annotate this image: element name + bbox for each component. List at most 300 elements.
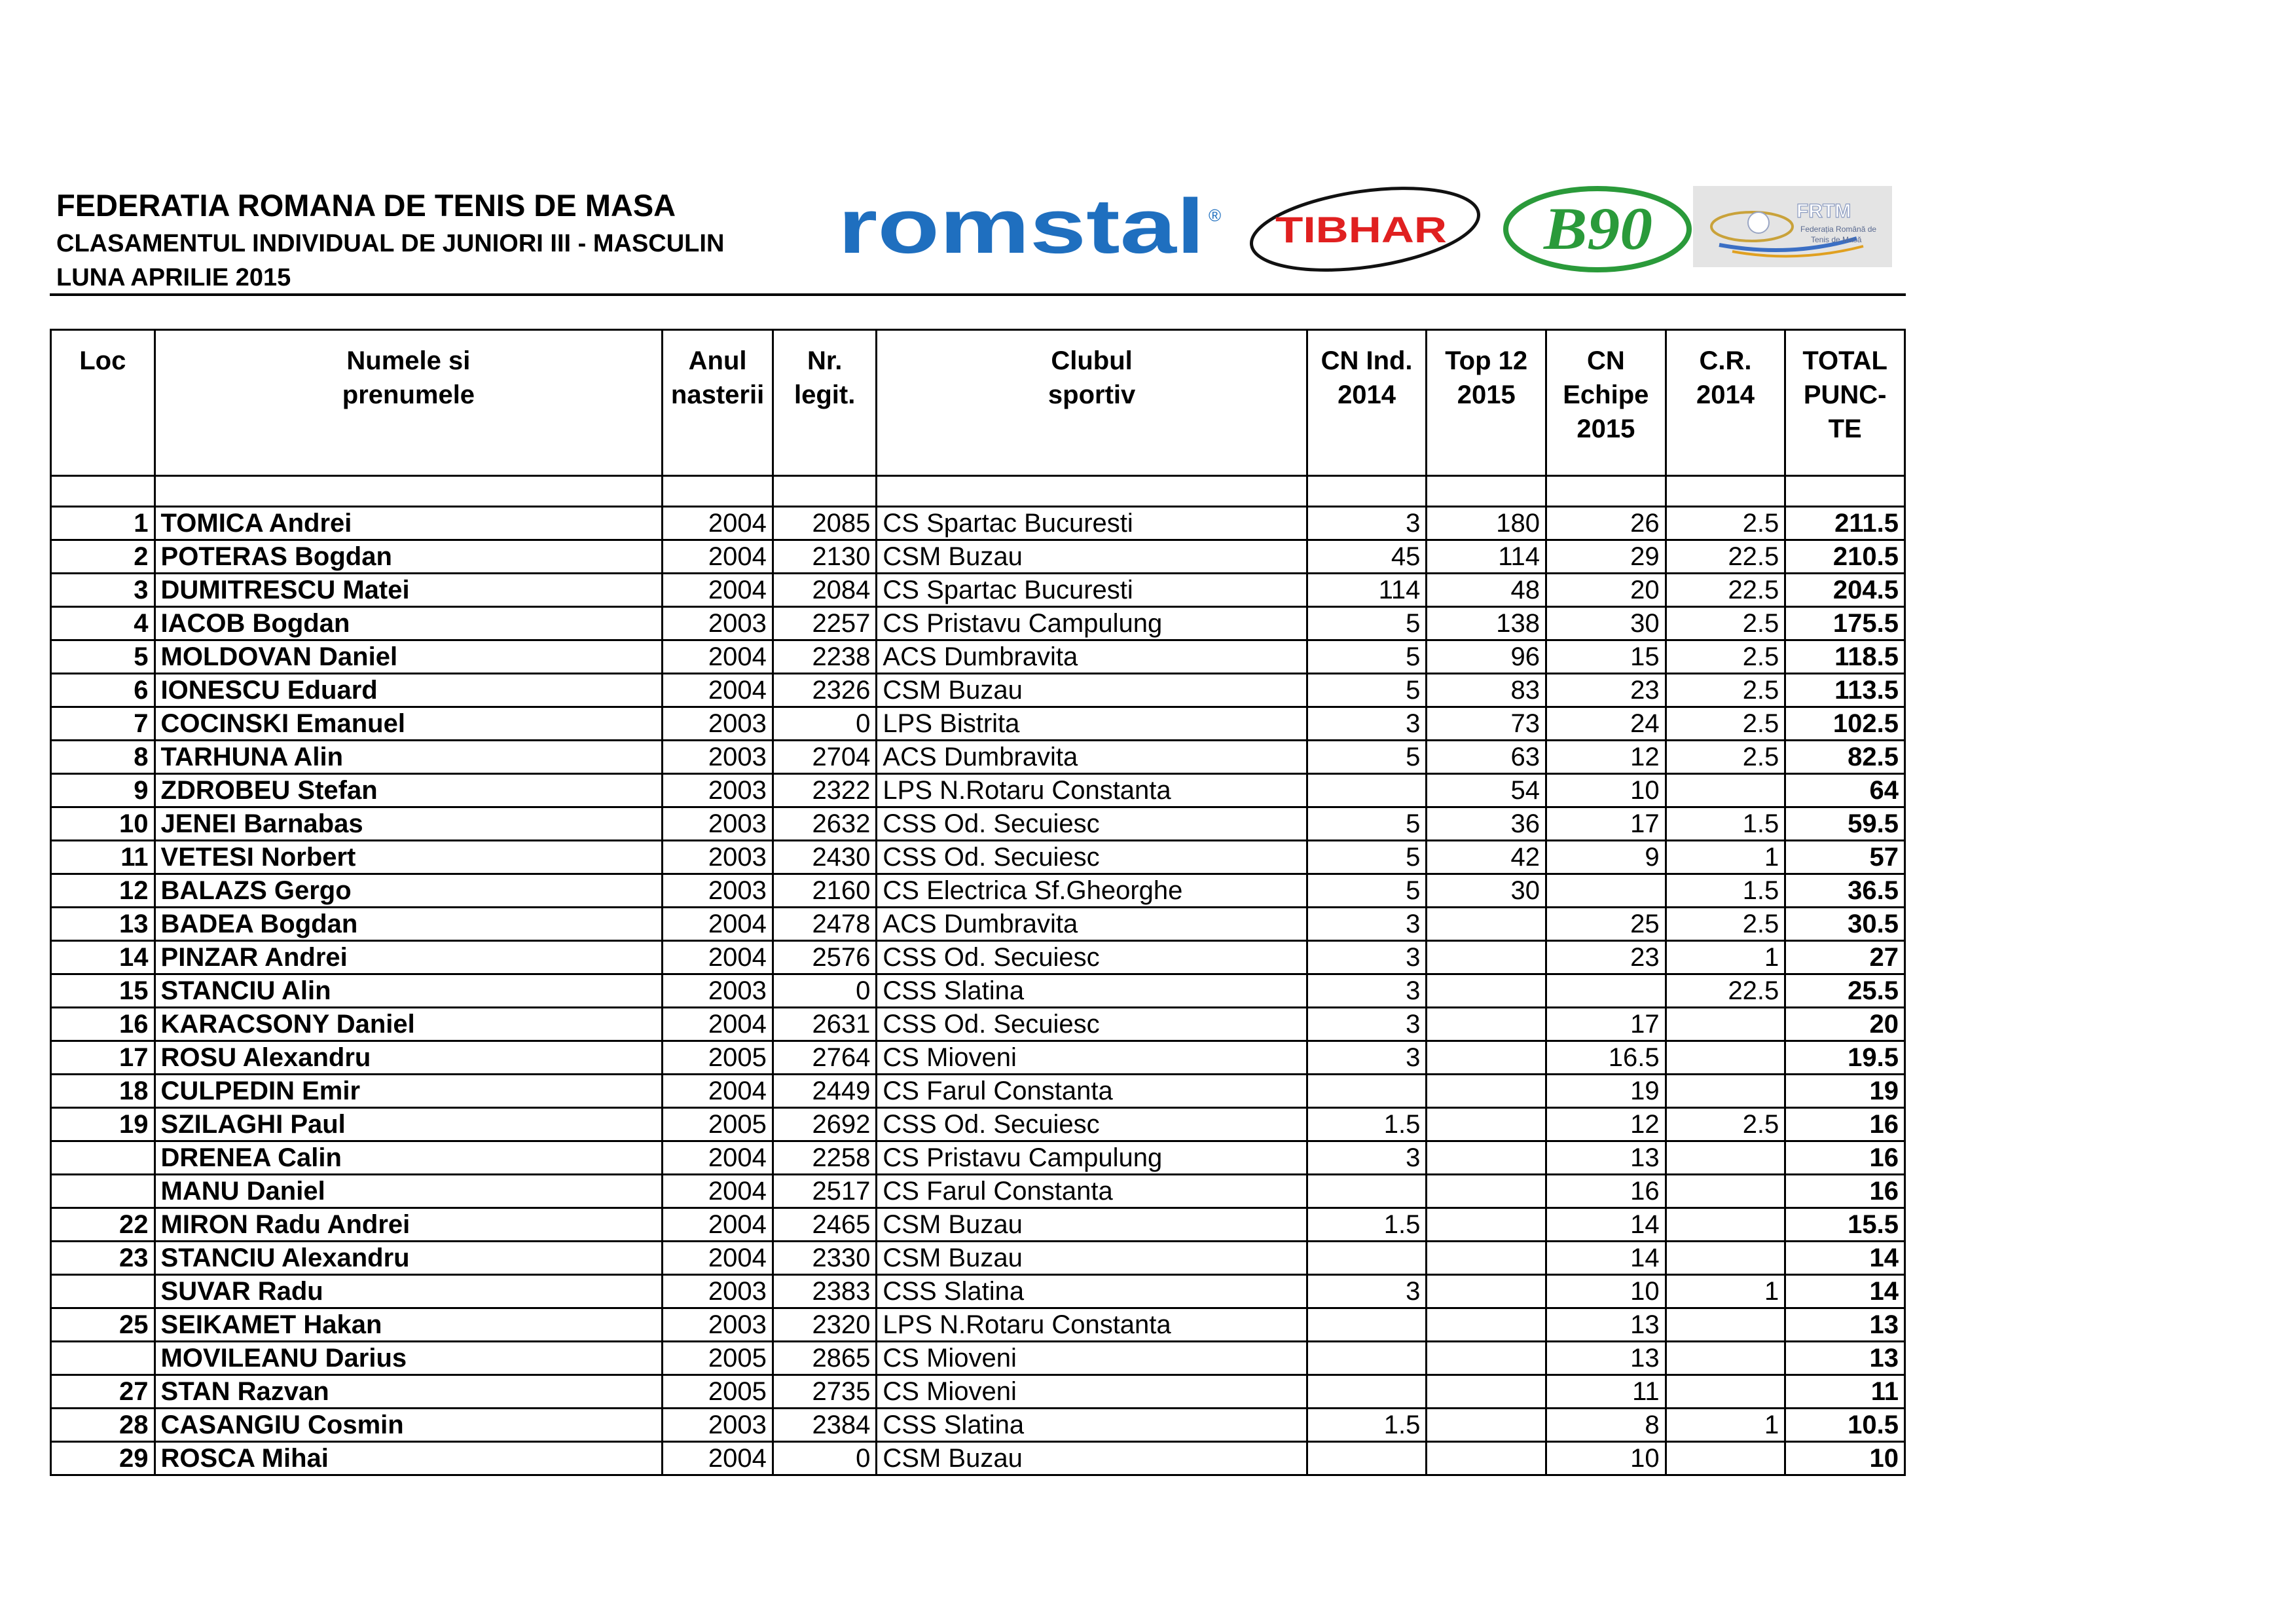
cell-loc: 8 — [51, 741, 155, 774]
cell-loc: 23 — [51, 1242, 155, 1275]
cell-license-number: 2735 — [773, 1375, 877, 1409]
cell-total-points: 20 — [1785, 1008, 1905, 1041]
cell-top12-2015 — [1427, 1141, 1546, 1175]
cell-loc: 28 — [51, 1409, 155, 1442]
cell-loc: 9 — [51, 774, 155, 807]
cell-birth-year: 2005 — [663, 1342, 773, 1375]
column-header-top12-2015 — [1427, 330, 1546, 476]
cell-loc: 4 — [51, 607, 155, 640]
cell-birth-year: 2004 — [663, 1175, 773, 1208]
cell-birth-year: 2004 — [663, 540, 773, 574]
cell-cn-ind-2014: 1.5 — [1307, 1409, 1427, 1442]
cell-top12-2015 — [1427, 1375, 1546, 1409]
cell-club: ACS Dumbravita — [877, 640, 1307, 674]
cell-license-number: 2631 — [773, 1008, 877, 1041]
cell-cn-echipe-2015: 10 — [1546, 1275, 1666, 1308]
cell-cn-echipe-2015 — [1546, 974, 1666, 1008]
cell-cn-echipe-2015: 12 — [1546, 741, 1666, 774]
cell-cr-2014: 22.5 — [1666, 574, 1785, 607]
column-header-line: Nr. — [807, 346, 843, 375]
federation-title: FEDERATIA ROMANA DE TENIS DE MASA — [56, 188, 676, 223]
cell-birth-year: 2004 — [663, 1442, 773, 1475]
cell-cn-ind-2014: 5 — [1307, 640, 1427, 674]
cell-license-number: 2130 — [773, 540, 877, 574]
table-row — [51, 741, 1905, 774]
cell-name: IACOB Bogdan — [155, 607, 663, 640]
cell-birth-year: 2004 — [663, 1141, 773, 1175]
cell-club: CS Pristavu Campulung — [877, 1141, 1307, 1175]
cell-loc — [51, 1275, 155, 1308]
cell-birth-year: 2003 — [663, 1275, 773, 1308]
cell-license-number: 2692 — [773, 1108, 877, 1141]
column-header-line: nasterii — [670, 380, 765, 409]
column-header-birth-year — [663, 330, 773, 476]
cell-license-number: 2632 — [773, 807, 877, 841]
cell-cr-2014 — [1666, 1208, 1785, 1242]
cell-loc: 16 — [51, 1008, 155, 1041]
cell-top12-2015: 180 — [1427, 507, 1546, 540]
column-header-line: PUNC- — [1803, 380, 1887, 409]
cell-total-points: 36.5 — [1785, 874, 1905, 908]
cell-cr-2014: 1.5 — [1666, 874, 1785, 908]
table-spacer-row — [51, 476, 1905, 507]
cell-cr-2014 — [1666, 1175, 1785, 1208]
cell-top12-2015 — [1427, 1242, 1546, 1275]
cell-birth-year: 2005 — [663, 1108, 773, 1141]
cell-cn-ind-2014: 3 — [1307, 1041, 1427, 1075]
cell-club: LPS N.Rotaru Constanta — [877, 1308, 1307, 1342]
cell-cn-ind-2014: 5 — [1307, 674, 1427, 707]
cell-loc: 2 — [51, 540, 155, 574]
cell-cr-2014: 2.5 — [1666, 707, 1785, 741]
cell-name: ROSU Alexandru — [155, 1041, 663, 1075]
cell-name: CASANGIU Cosmin — [155, 1409, 663, 1442]
cell-club: CSM Buzau — [877, 1208, 1307, 1242]
cell-total-points: 19.5 — [1785, 1041, 1905, 1075]
cell-club: ACS Dumbravita — [877, 908, 1307, 941]
cell-top12-2015 — [1427, 1075, 1546, 1108]
cell-club: CS Farul Constanta — [877, 1075, 1307, 1108]
table-row — [51, 1442, 1905, 1475]
cell-loc: 25 — [51, 1308, 155, 1342]
cell-total-points: 30.5 — [1785, 908, 1905, 941]
ranking-table — [50, 329, 1906, 1476]
cell-birth-year: 2004 — [663, 1242, 773, 1275]
table-row — [51, 1041, 1905, 1075]
cell-loc: 14 — [51, 941, 155, 974]
cell-total-points: 13 — [1785, 1308, 1905, 1342]
cell-name: DUMITRESCU Matei — [155, 574, 663, 607]
cell-club: CSS Od. Secuiesc — [877, 941, 1307, 974]
table-header-row — [51, 330, 1905, 476]
cell-club: CSS Slatina — [877, 1275, 1307, 1308]
cell-license-number: 2383 — [773, 1275, 877, 1308]
cell-cr-2014: 1.5 — [1666, 807, 1785, 841]
cell-license-number: 2764 — [773, 1041, 877, 1075]
cell-license-number: 2478 — [773, 908, 877, 941]
table-row — [51, 1275, 1905, 1308]
cell-top12-2015: 114 — [1427, 540, 1546, 574]
cell-cn-ind-2014 — [1307, 1075, 1427, 1108]
cell-top12-2015: 54 — [1427, 774, 1546, 807]
cell-name: MIRON Radu Andrei — [155, 1208, 663, 1242]
table-row — [51, 874, 1905, 908]
cell-cr-2014 — [1666, 774, 1785, 807]
cell-cn-echipe-2015 — [1546, 874, 1666, 908]
cell-birth-year: 2003 — [663, 607, 773, 640]
cell-total-points: 19 — [1785, 1075, 1905, 1108]
frtm-logo — [1693, 186, 1892, 267]
cell-club: CS Electrica Sf.Gheorghe — [877, 874, 1307, 908]
cell-cn-ind-2014 — [1307, 1308, 1427, 1342]
cell-club: CSS Slatina — [877, 1409, 1307, 1442]
cell-loc: 13 — [51, 908, 155, 941]
tibhar-wordmark: TIBHAR — [1275, 209, 1447, 250]
table-row — [51, 1175, 1905, 1208]
cell-cn-echipe-2015: 13 — [1546, 1308, 1666, 1342]
cell-name: POTERAS Bogdan — [155, 540, 663, 574]
cell-top12-2015: 36 — [1427, 807, 1546, 841]
cell-cn-echipe-2015: 23 — [1546, 941, 1666, 974]
cell-license-number: 2326 — [773, 674, 877, 707]
table-body — [51, 476, 1905, 1475]
cell-cn-ind-2014: 3 — [1307, 707, 1427, 741]
cell-top12-2015: 48 — [1427, 574, 1546, 607]
cell-club: CSM Buzau — [877, 540, 1307, 574]
cell-total-points: 64 — [1785, 774, 1905, 807]
cell-cn-echipe-2015: 14 — [1546, 1208, 1666, 1242]
cell-birth-year: 2003 — [663, 1308, 773, 1342]
cell-cn-echipe-2015: 15 — [1546, 640, 1666, 674]
cell-club: LPS Bistrita — [877, 707, 1307, 741]
cell-name: KARACSONY Daniel — [155, 1008, 663, 1041]
table-row — [51, 1375, 1905, 1409]
cell-club: CSS Od. Secuiesc — [877, 1108, 1307, 1141]
cell-total-points: 82.5 — [1785, 741, 1905, 774]
cell-top12-2015: 63 — [1427, 741, 1546, 774]
cell-loc: 5 — [51, 640, 155, 674]
frtm-subtext-2: Tenis de Masă — [1811, 235, 1862, 244]
cell-cn-echipe-2015: 25 — [1546, 908, 1666, 941]
cell-name: IONESCU Eduard — [155, 674, 663, 707]
cell-cr-2014 — [1666, 1242, 1785, 1275]
cell-license-number: 2320 — [773, 1308, 877, 1342]
column-header-line: 2015 — [1576, 415, 1635, 443]
cell-name: BALAZS Gergo — [155, 874, 663, 908]
cell-cn-ind-2014: 5 — [1307, 741, 1427, 774]
b90-wordmark: B90 — [1542, 195, 1652, 262]
cell-club: CSS Od. Secuiesc — [877, 841, 1307, 874]
table-row — [51, 841, 1905, 874]
table-row — [51, 607, 1905, 640]
cell-cn-echipe-2015: 12 — [1546, 1108, 1666, 1141]
cell-total-points: 25.5 — [1785, 974, 1905, 1008]
cell-top12-2015 — [1427, 1442, 1546, 1475]
cell-loc: 27 — [51, 1375, 155, 1409]
column-header-loc — [51, 330, 155, 476]
cell-top12-2015: 73 — [1427, 707, 1546, 741]
cell-cn-ind-2014: 3 — [1307, 1008, 1427, 1041]
cell-license-number: 2084 — [773, 574, 877, 607]
cell-cn-ind-2014: 5 — [1307, 874, 1427, 908]
cell-top12-2015 — [1427, 1342, 1546, 1375]
cell-top12-2015 — [1427, 908, 1546, 941]
tibhar-logo — [1244, 185, 1486, 283]
cell-cn-echipe-2015: 16 — [1546, 1175, 1666, 1208]
cell-birth-year: 2003 — [663, 841, 773, 874]
cell-club: CS Farul Constanta — [877, 1175, 1307, 1208]
table-row — [51, 574, 1905, 607]
cell-club: CS Spartac Bucuresti — [877, 574, 1307, 607]
cell-name: SEIKAMET Hakan — [155, 1308, 663, 1342]
cell-name: MOVILEANU Darius — [155, 1342, 663, 1375]
cell-license-number: 2238 — [773, 640, 877, 674]
cell-club: CSM Buzau — [877, 674, 1307, 707]
cell-name: SUVAR Radu — [155, 1275, 663, 1308]
cell-cn-ind-2014: 3 — [1307, 941, 1427, 974]
cell-cr-2014: 1 — [1666, 841, 1785, 874]
cell-loc: 1 — [51, 507, 155, 540]
cell-birth-year: 2004 — [663, 674, 773, 707]
table-row — [51, 540, 1905, 574]
cell-cr-2014 — [1666, 1141, 1785, 1175]
cell-license-number: 0 — [773, 707, 877, 741]
cell-license-number: 2430 — [773, 841, 877, 874]
cell-cn-ind-2014: 3 — [1307, 1141, 1427, 1175]
cell-club: CS Pristavu Campulung — [877, 607, 1307, 640]
cell-name: STANCIU Alin — [155, 974, 663, 1008]
cell-total-points: 15.5 — [1785, 1208, 1905, 1242]
cell-total-points: 204.5 — [1785, 574, 1905, 607]
table-row — [51, 1141, 1905, 1175]
cell-name: VETESI Norbert — [155, 841, 663, 874]
table-row — [51, 1409, 1905, 1442]
cell-loc — [51, 1342, 155, 1375]
cell-name: COCINSKI Emanuel — [155, 707, 663, 741]
table-row — [51, 1108, 1905, 1141]
cell-name: STANCIU Alexandru — [155, 1242, 663, 1275]
column-header-line: Top 12 — [1445, 346, 1528, 375]
cell-birth-year: 2004 — [663, 640, 773, 674]
table-row — [51, 807, 1905, 841]
cell-total-points: 11 — [1785, 1375, 1905, 1409]
cell-club: CSS Slatina — [877, 974, 1307, 1008]
cell-cn-ind-2014 — [1307, 1442, 1427, 1475]
cell-top12-2015: 42 — [1427, 841, 1546, 874]
cell-cr-2014: 2.5 — [1666, 908, 1785, 941]
cell-birth-year: 2003 — [663, 707, 773, 741]
cell-cn-echipe-2015: 30 — [1546, 607, 1666, 640]
cell-cn-echipe-2015: 26 — [1546, 507, 1666, 540]
cell-license-number: 2160 — [773, 874, 877, 908]
column-header-line: 2015 — [1457, 380, 1516, 409]
cell-club: CSS Od. Secuiesc — [877, 1008, 1307, 1041]
cell-license-number: 2517 — [773, 1175, 877, 1208]
cell-cr-2014: 2.5 — [1666, 1108, 1785, 1141]
header-divider — [50, 293, 1906, 296]
cell-cn-echipe-2015: 11 — [1546, 1375, 1666, 1409]
cell-birth-year: 2005 — [663, 1041, 773, 1075]
cell-club: CS Spartac Bucuresti — [877, 507, 1307, 540]
b90-logo — [1499, 183, 1696, 275]
column-header-line: CN — [1586, 346, 1625, 375]
cell-name: SZILAGHI Paul — [155, 1108, 663, 1141]
column-header-line: Echipe — [1563, 380, 1649, 409]
cell-cr-2014: 2.5 — [1666, 674, 1785, 707]
table-row — [51, 707, 1905, 741]
cell-loc: 17 — [51, 1041, 155, 1075]
cell-license-number: 0 — [773, 974, 877, 1008]
cell-name: MANU Daniel — [155, 1175, 663, 1208]
cell-birth-year: 2003 — [663, 807, 773, 841]
cell-cn-ind-2014: 1.5 — [1307, 1208, 1427, 1242]
cell-name: TARHUNA Alin — [155, 741, 663, 774]
cell-loc: 15 — [51, 974, 155, 1008]
cell-cn-echipe-2015: 13 — [1546, 1141, 1666, 1175]
cell-cn-ind-2014: 3 — [1307, 1275, 1427, 1308]
cell-club: LPS N.Rotaru Constanta — [877, 774, 1307, 807]
table-row — [51, 1008, 1905, 1041]
column-header-line: C.R. — [1699, 346, 1752, 375]
cell-loc — [51, 1141, 155, 1175]
cell-top12-2015 — [1427, 1175, 1546, 1208]
column-header-line: TOTAL — [1802, 346, 1887, 375]
cell-total-points: 59.5 — [1785, 807, 1905, 841]
cell-birth-year: 2003 — [663, 1409, 773, 1442]
cell-total-points: 118.5 — [1785, 640, 1905, 674]
cell-cr-2014: 2.5 — [1666, 507, 1785, 540]
cell-total-points: 16 — [1785, 1108, 1905, 1141]
cell-license-number: 0 — [773, 1442, 877, 1475]
cell-total-points: 16 — [1785, 1175, 1905, 1208]
cell-cn-echipe-2015: 8 — [1546, 1409, 1666, 1442]
column-header-cr-2014 — [1666, 330, 1785, 476]
cell-cn-ind-2014: 114 — [1307, 574, 1427, 607]
cell-cn-echipe-2015: 16.5 — [1546, 1041, 1666, 1075]
cell-birth-year: 2003 — [663, 741, 773, 774]
cell-top12-2015: 138 — [1427, 607, 1546, 640]
cell-top12-2015 — [1427, 1108, 1546, 1141]
table-row — [51, 908, 1905, 941]
table-row — [51, 1308, 1905, 1342]
cell-name: ZDROBEU Stefan — [155, 774, 663, 807]
cell-birth-year: 2004 — [663, 1208, 773, 1242]
cell-top12-2015: 96 — [1427, 640, 1546, 674]
column-header-line: CN Ind. — [1321, 346, 1413, 375]
cell-cn-ind-2014: 3 — [1307, 908, 1427, 941]
cell-total-points: 27 — [1785, 941, 1905, 974]
cell-club: CS Mioveni — [877, 1375, 1307, 1409]
cell-birth-year: 2004 — [663, 1075, 773, 1108]
cell-total-points: 10.5 — [1785, 1409, 1905, 1442]
cell-birth-year: 2004 — [663, 941, 773, 974]
column-header-line: Clubul — [1051, 346, 1133, 375]
cell-cn-ind-2014: 1.5 — [1307, 1108, 1427, 1141]
cell-birth-year: 2005 — [663, 1375, 773, 1409]
cell-total-points: 13 — [1785, 1342, 1905, 1375]
cell-name: DRENEA Calin — [155, 1141, 663, 1175]
cell-cn-echipe-2015: 20 — [1546, 574, 1666, 607]
cell-birth-year: 2003 — [663, 874, 773, 908]
cell-top12-2015 — [1427, 1409, 1546, 1442]
table-row — [51, 640, 1905, 674]
cell-license-number: 2085 — [773, 507, 877, 540]
cell-loc: 10 — [51, 807, 155, 841]
cell-license-number: 2865 — [773, 1342, 877, 1375]
table-row — [51, 974, 1905, 1008]
cell-name: MOLDOVAN Daniel — [155, 640, 663, 674]
cell-cn-echipe-2015: 17 — [1546, 1008, 1666, 1041]
table-row — [51, 1208, 1905, 1242]
romstal-logo — [838, 187, 1231, 272]
cell-cn-echipe-2015: 10 — [1546, 1442, 1666, 1475]
cell-loc: 7 — [51, 707, 155, 741]
cell-top12-2015: 30 — [1427, 874, 1546, 908]
table-row — [51, 1075, 1905, 1108]
cell-cn-echipe-2015: 24 — [1546, 707, 1666, 741]
cell-loc — [51, 1175, 155, 1208]
cell-loc: 29 — [51, 1442, 155, 1475]
ranking-period: LUNA APRILIE 2015 — [56, 263, 291, 291]
cell-cr-2014: 1 — [1666, 941, 1785, 974]
frtm-subtext-1: Federația Română de — [1800, 225, 1877, 234]
cell-license-number: 2576 — [773, 941, 877, 974]
cell-cr-2014 — [1666, 1375, 1785, 1409]
cell-club: CSM Buzau — [877, 1442, 1307, 1475]
cell-cn-echipe-2015: 23 — [1546, 674, 1666, 707]
cell-loc: 11 — [51, 841, 155, 874]
cell-cr-2014: 22.5 — [1666, 540, 1785, 574]
document-header — [56, 187, 724, 293]
cell-top12-2015 — [1427, 1275, 1546, 1308]
cell-total-points: 57 — [1785, 841, 1905, 874]
cell-club: CSM Buzau — [877, 1242, 1307, 1275]
column-header-line: sportiv — [1048, 380, 1136, 409]
cell-cn-ind-2014 — [1307, 1242, 1427, 1275]
registered-mark: ® — [1209, 206, 1222, 225]
cell-cn-echipe-2015: 17 — [1546, 807, 1666, 841]
cell-cn-echipe-2015: 10 — [1546, 774, 1666, 807]
cell-license-number: 2704 — [773, 741, 877, 774]
cell-cr-2014 — [1666, 1308, 1785, 1342]
cell-loc: 22 — [51, 1208, 155, 1242]
table-row — [51, 674, 1905, 707]
cell-top12-2015 — [1427, 1041, 1546, 1075]
cell-loc: 6 — [51, 674, 155, 707]
column-header-license-number — [773, 330, 877, 476]
cell-top12-2015: 83 — [1427, 674, 1546, 707]
cell-birth-year: 2004 — [663, 1008, 773, 1041]
cell-total-points: 14 — [1785, 1275, 1905, 1308]
cell-cr-2014: 2.5 — [1666, 640, 1785, 674]
cell-total-points: 102.5 — [1785, 707, 1905, 741]
cell-top12-2015 — [1427, 1308, 1546, 1342]
cell-total-points: 175.5 — [1785, 607, 1905, 640]
cell-cr-2014 — [1666, 1442, 1785, 1475]
column-header-line: Numele si — [346, 346, 471, 375]
cell-total-points: 210.5 — [1785, 540, 1905, 574]
column-header-line: Anul — [688, 346, 747, 375]
column-header-club — [877, 330, 1307, 476]
cell-cr-2014: 1 — [1666, 1275, 1785, 1308]
column-header-line: legit. — [793, 380, 856, 409]
column-header-line: 2014 — [1338, 380, 1396, 409]
cell-cr-2014: 1 — [1666, 1409, 1785, 1442]
cell-birth-year: 2004 — [663, 574, 773, 607]
column-header-line: Loc — [79, 346, 126, 375]
cell-cn-ind-2014: 45 — [1307, 540, 1427, 574]
cell-club: CS Mioveni — [877, 1342, 1307, 1375]
